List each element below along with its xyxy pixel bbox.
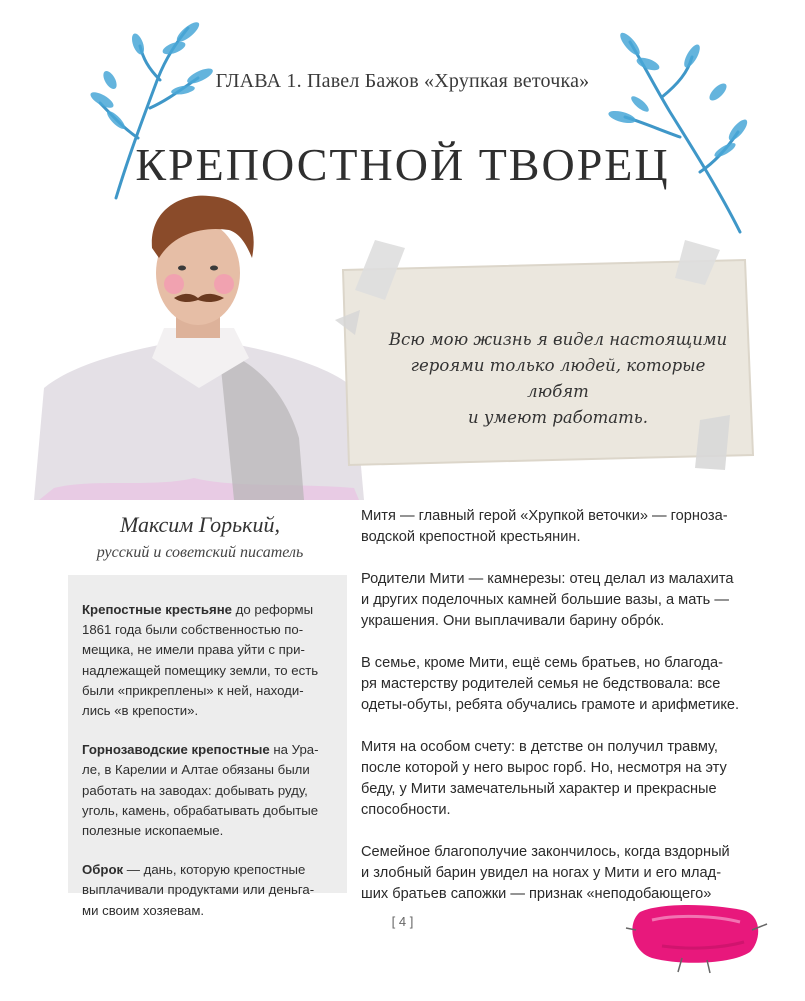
- paragraph: Митя на особом счету: в детстве он получил травму, после которой у него вырос горб. Но, несмотря на эту беду, у Мити замечательный характер и прекрасные способности.: [361, 739, 727, 818]
- page-number: [ 4 ]: [391, 914, 414, 929]
- quote-text: [378, 327, 738, 431]
- glossary-term: Крепостные крестьяне: [82, 602, 233, 617]
- glossary-item: Крепостные крестьяне до реформы 1861 года были собственностью по- мещика, не имели права уйти с при- надлежащей помещику земли, то есть были «прикреплены» к ней, находи- лись «в крепости».: [82, 602, 319, 719]
- pink-stone-creature-icon: [622, 900, 772, 975]
- quote-line: героями только людей, которые любят: [410, 356, 706, 401]
- glossary-item: Оброк — дань, которую крепостные выплачивали продуктами или деньга- ми своим хозяевам.: [82, 862, 315, 918]
- paragraph: Родители Мити — камнерезы: отец делал из малахита и других поделочных камней большие вазы, а мать — украшения. Они выплачивали барину обро́к.: [361, 571, 734, 629]
- paragraph: Митя — главный герой «Хрупкой веточки» — горноза- водской крепостной крестьянин.: [361, 508, 728, 545]
- glossary-term: Горнозаводские крепостные: [82, 742, 270, 758]
- glossary-item: Горнозаводские крепостные на Ура- ле, в Карелии и Алтае обязаны были работать на заводах: добывать руду, уголь, камень, обрабатывать добытые полезные ископаемые.: [82, 742, 319, 839]
- blue-branch-right-icon: [600, 22, 750, 237]
- author-name: Максим Горький,: [120, 512, 280, 537]
- glossary-term: Оброк: [82, 862, 124, 878]
- portrait-illustration: [34, 188, 364, 500]
- chapter-heading: ГЛАВА 1. Павел Бажов «Хрупкая веточка»: [215, 70, 590, 92]
- paragraph: В семье, кроме Мити, ещё семь братьев, но благода- ря мастерству родителей семья не бедствовала: все одеты-обуты, ребята обучались грамоте и арифметике.: [361, 655, 740, 713]
- quote-line: Всю мою жизнь я видел настоящими: [388, 330, 728, 349]
- quote-line: и умеют работать.: [467, 408, 649, 427]
- glossary-text: [82, 600, 342, 940]
- author-description: русский и советский писатель: [96, 544, 304, 561]
- main-text: [361, 506, 761, 926]
- page-title: КРЕПОСТНОЙ ТВОРЕЦ: [135, 139, 670, 190]
- paragraph: Семейное благополучие закончилось, когда вздорный и злобный барин увидел на ногах у Мити и его млад- ших братьев сапожки — признак «неподобающего»: [361, 844, 730, 902]
